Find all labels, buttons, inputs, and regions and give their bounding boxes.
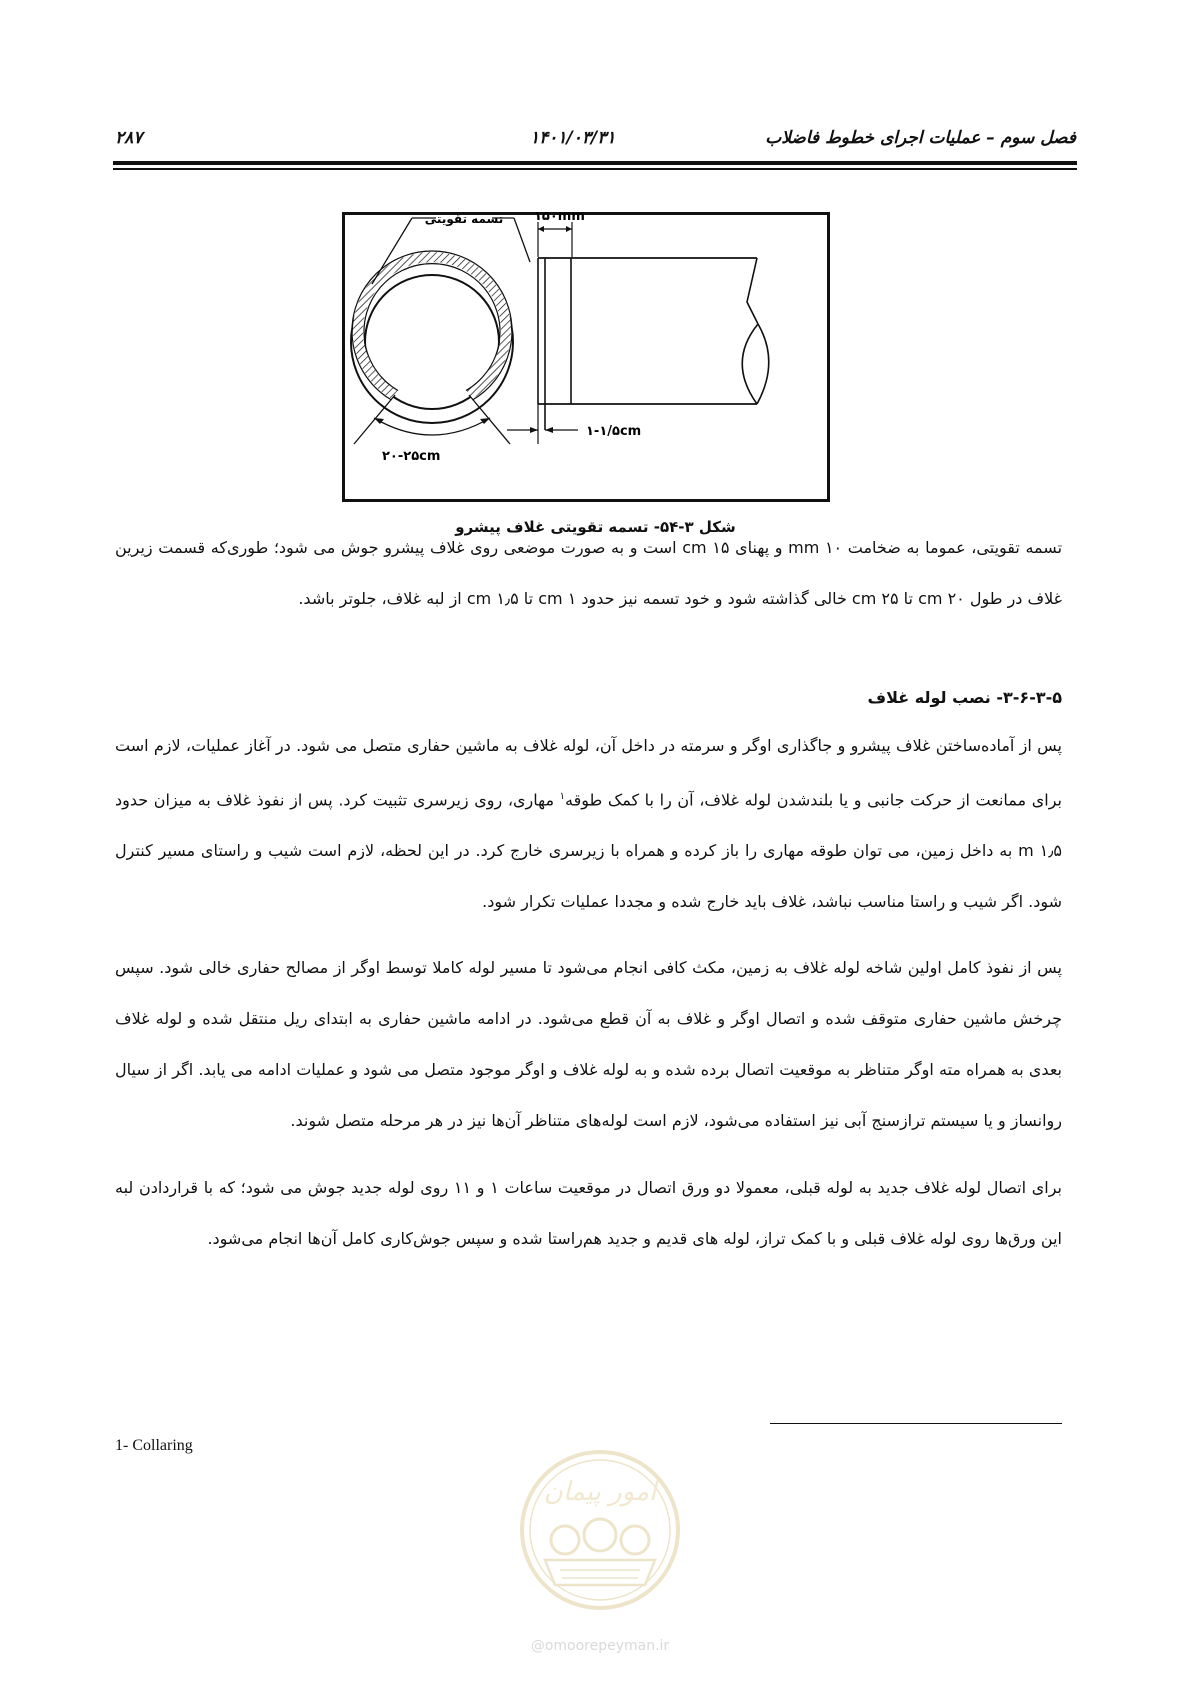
header-date: ۱۴۰۱/۰۳/۳۱ [530, 128, 616, 148]
paragraph-2: پس از آماده‌ساختن غلاف پیشرو و جاگذاری اوگر و سرمته در داخل آن، لوله غلاف به ماشین حفاری متصل می شود. در آغاز عملیات، لازم است برای ممانعت از حرکت جانبی و یا بلندشدن لوله غلاف، آن را با کمک طوقه$^۱$ مهاری، روی زیرسری تثبیت کرد. پس از نفوذ غلاف به میزان حدود ۱٫۵ m به داخل زمین، می توان طوقه مهاری را باز کرده و همراه با زیرسری خارج کرد. در این لحظه، لازم است شیب و راستای مسیر کنترل شود. اگر شیب و راستا مناسب نباشد، غلاف باید خارج شده و مجددا عملیات تکرار شود. [115, 736, 1062, 912]
strap-label: تسمه تقویتی [424, 212, 504, 226]
offset-label: ۱-۱/۵cm [586, 424, 642, 439]
header-rule-thin [113, 168, 1077, 170]
watermark-site: @omoorepeyman.ir [530, 1638, 670, 1654]
section-heading: ۳-۶-۳-۵- نصب لوله غلاف [867, 688, 1062, 707]
header-rule-thick [113, 161, 1077, 165]
paragraph-3: پس از نفوذ کامل اولین شاخه لوله غلاف به زمین، مکث کافی انجام می‌شود تا مسیر لوله کاملا توسط اوگر از مصالح حفاری خالی شود. سپس چرخش ماشین حفاری متوقف شده و اتصال اوگر و غلاف به آن قطع می‌شود. در ادامه ماشین حفاری به ابتدای ریل منتقل شده و لوله غلاف بعدی به همراه مته اوگر متناظر به موقعیت اتصال برده شده و به لوله غلاف و اوگر موجود متصل می شود و عملیات ادامه می یابد. اگر از سیال روانساز و یا سیستم ترازسنج آبی نیز استفاده می‌شود، لازم است لوله‌های متناظر آن‌ها نیز در هر مرحله متصل شوند. [115, 958, 1062, 1130]
footnote-ref: ۱ [559, 791, 566, 802]
footnote-rule [770, 1423, 1062, 1424]
reinforcement-strap-figure [342, 212, 830, 502]
figure-caption: شکل ۳-۵۴- تسمه تقویتی غلاف پیشرو [455, 518, 736, 536]
watermark-logo-text: امور پیمان [543, 1477, 657, 1507]
paragraph-1: تسمه تقویتی، عموما به ضخامت ۱۰ mm و پهنای ۱۵ cm است و به صورت موضعی روی غلاف پیشرو جوش می شود؛ طوری‌که قسمت زیرین غلاف در طول ۲۰ cm تا ۲۵ cm خالی گذاشته شود و خود تسمه نیز حدود ۱ cm تا ۱٫۵ cm از لبه غلاف، جلوتر باشد. [115, 538, 1063, 608]
footnote: 1- Collaring [115, 1437, 193, 1454]
gap-label: ۲۰-۲۵cm [382, 449, 441, 464]
chapter-title: فصل سوم – عملیات اجرای خطوط فاضلاب [765, 128, 1076, 148]
width-label: ۱۵۰mm [534, 212, 585, 224]
page-number: ۲۸۷ [115, 128, 143, 148]
watermark-logo [500, 1440, 700, 1670]
paragraph-4: برای اتصال لوله غلاف جدید به لوله قبلی، معمولا دو ورق اتصال در موقعیت ساعات ۱ و ۱۱ روی لوله جدید جوش می شود؛ که با قراردادن لبه این ورق‌ها روی لوله غلاف قبلی و با کمک تراز، لوله های قدیم و جدید هم‌راستا شده و سپس جوش‌کاری کامل آن‌ها انجام می‌شود. [115, 1178, 1062, 1248]
